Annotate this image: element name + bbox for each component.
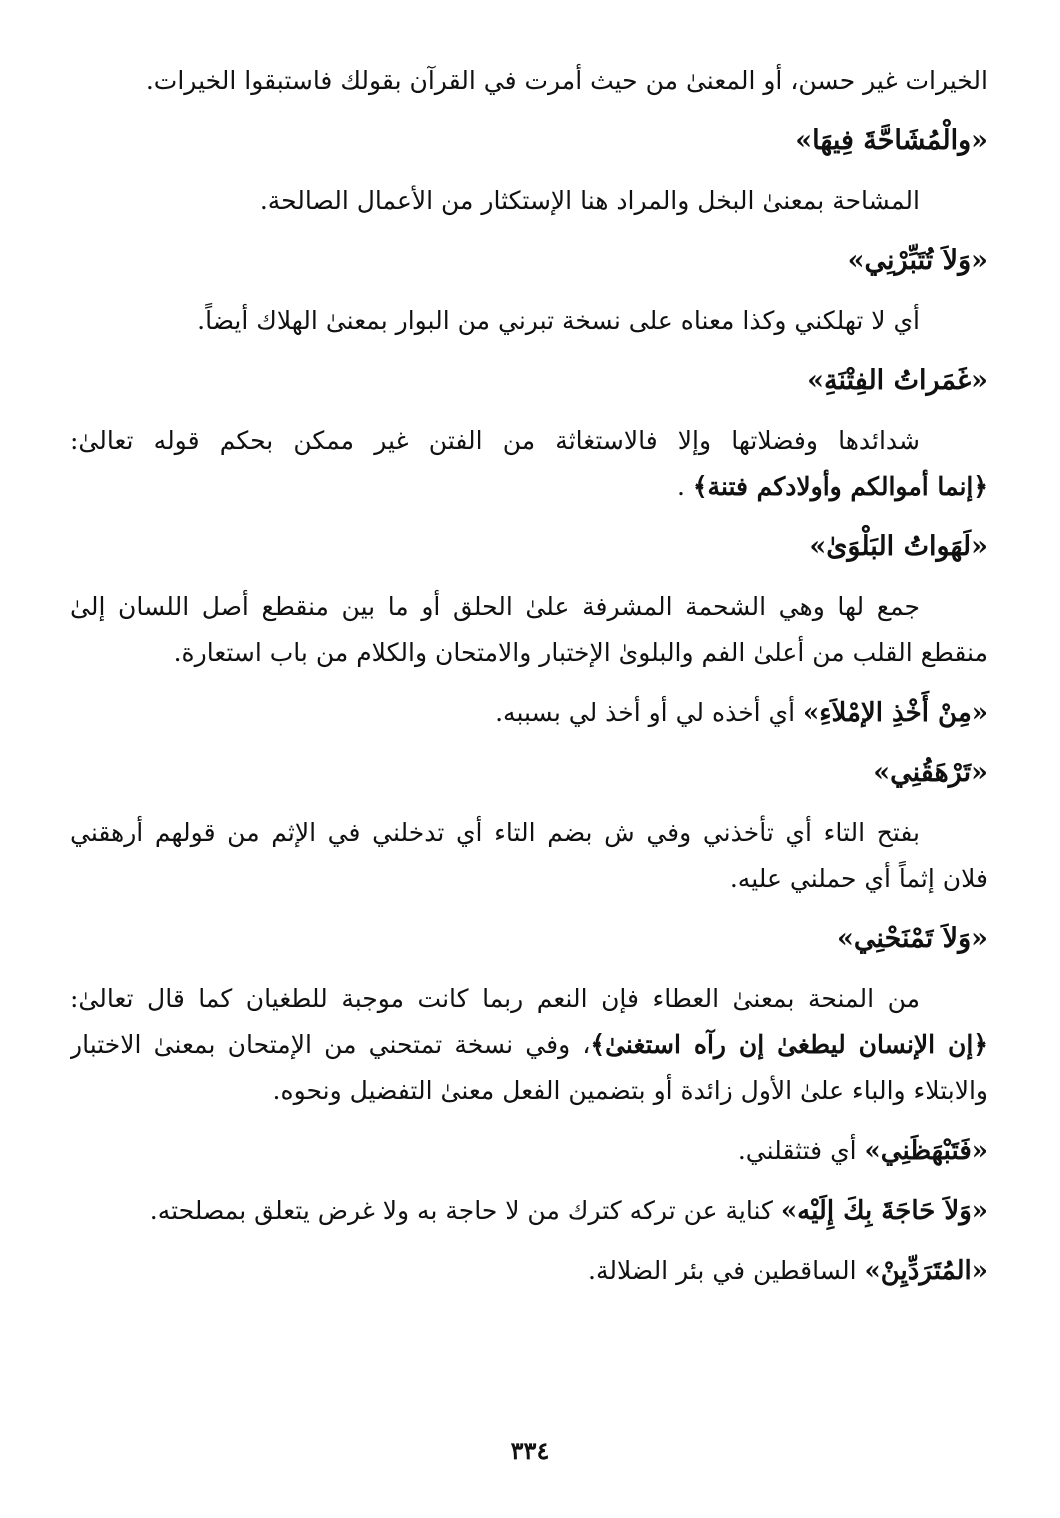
text-line: المشاحة بمعنىٰ البخل والمراد هنا الإستكثار من الأعمال الصالحة.	[259, 186, 920, 215]
text-line: جمع لها وهي الشحمة المشرفة علىٰ الحلق أو ما بين منقطع أصل اللسان إلىٰ	[70, 592, 920, 621]
entry-paragraph	[70, 584, 988, 676]
text-line: منقطع القلب من أعلىٰ الفم والبلوىٰ الإختبار والامتحان والكلام من باب استعارة.	[173, 638, 988, 667]
text-line	[70, 1022, 988, 1068]
text-line: أي لا تهلكني وكذا معناه على نسخة تبرني من البوار بمعنىٰ الهلاك أيضاً.	[197, 306, 920, 335]
entry-text: كناية عن تركه كترك من لا حاجة به ولا غرض يتعلق بمصلحته.	[149, 1196, 781, 1225]
entry-heading: «غَمَراتُ الفِتْنَةِ»	[807, 365, 988, 396]
entry-paragraph	[70, 418, 988, 510]
text-line: بفتح التاء أي تأخذني وفي ش بضم التاء أي تدخلني في الإثم من قولهم أرهقني	[70, 818, 920, 847]
entry-term: «مِنْ أَخْذِ الإمْلاَءِ»	[803, 698, 988, 728]
entry-heading: «وَلاَ تُتَبِّرْنِي»	[847, 245, 988, 276]
entry-paragraph	[70, 178, 988, 224]
page-number: ٣٣٤	[510, 1436, 550, 1465]
entry-paragraph	[70, 690, 988, 736]
entry-term: «المُتَرَدِّيِنْ»	[864, 1256, 988, 1286]
text-line: فلان إثماً أي حملني عليه.	[729, 864, 988, 893]
entry-text: أي أخذه لي أو أخذ لي بسببه.	[495, 698, 804, 727]
entry-paragraph	[70, 298, 988, 344]
text-line	[70, 690, 988, 736]
entry-text: الساقطين في بئر الضلالة.	[588, 1256, 865, 1285]
entry-heading: «وَلاَ تَمْنَحْنِي»	[837, 923, 988, 954]
entry-paragraph	[70, 810, 988, 902]
entry-text: أي فتثقلني.	[737, 1136, 865, 1165]
entry-term: «فَتَبْهَظَنِي»	[864, 1136, 988, 1166]
text-line	[70, 1188, 988, 1234]
entry-heading: «لَهَواتُ البَلْوَىٰ»	[809, 531, 988, 562]
intro-paragraph	[70, 58, 988, 104]
quran-quote: ﴿إن الإنسان ليطغىٰ إن رآه استغنىٰ﴾	[590, 1030, 988, 1059]
document-page	[70, 58, 988, 1308]
entry-paragraph	[70, 1128, 988, 1174]
entry-paragraph	[70, 1188, 988, 1234]
text-line: شدائدها وفضلاتها وإلا فالاستغاثة من الفتن غير ممكن بحكم قوله تعالىٰ:	[70, 426, 920, 455]
entry-heading: «تَرْهَقُنِي»	[873, 757, 988, 788]
entry-paragraph	[70, 976, 988, 1114]
entry-term: «وَلاَ حَاجَةَ بِكَ إِلَيْه»	[780, 1196, 988, 1226]
punctuation: .	[676, 472, 693, 501]
quran-quote: ﴿إنما أموالكم وأولادكم فتنة﴾	[692, 472, 988, 501]
text-line: والابتلاء والباء علىٰ الأول زائدة أو بتضمين الفعل معنىٰ التفضيل ونحوه.	[272, 1076, 988, 1105]
entry-text: ، وفي نسخة تمتحني من الإمتحان بمعنىٰ الاختبار	[70, 1030, 591, 1059]
text-line	[70, 1128, 988, 1174]
text-line	[70, 464, 988, 510]
text-line: من المنحة بمعنىٰ العطاء فإن النعم ربما كانت موجبة للطغيان كما قال تعالىٰ:	[70, 984, 920, 1013]
entry-paragraph	[70, 1248, 988, 1294]
text-line	[70, 1248, 988, 1294]
entry-heading: «والْمُشَاحَّةَ فِيهَا»	[795, 125, 988, 156]
text-line: الخيرات غير حسن، أو المعنىٰ من حيث أمرت في القرآن بقولك فاستبقوا الخيرات.	[145, 66, 988, 95]
